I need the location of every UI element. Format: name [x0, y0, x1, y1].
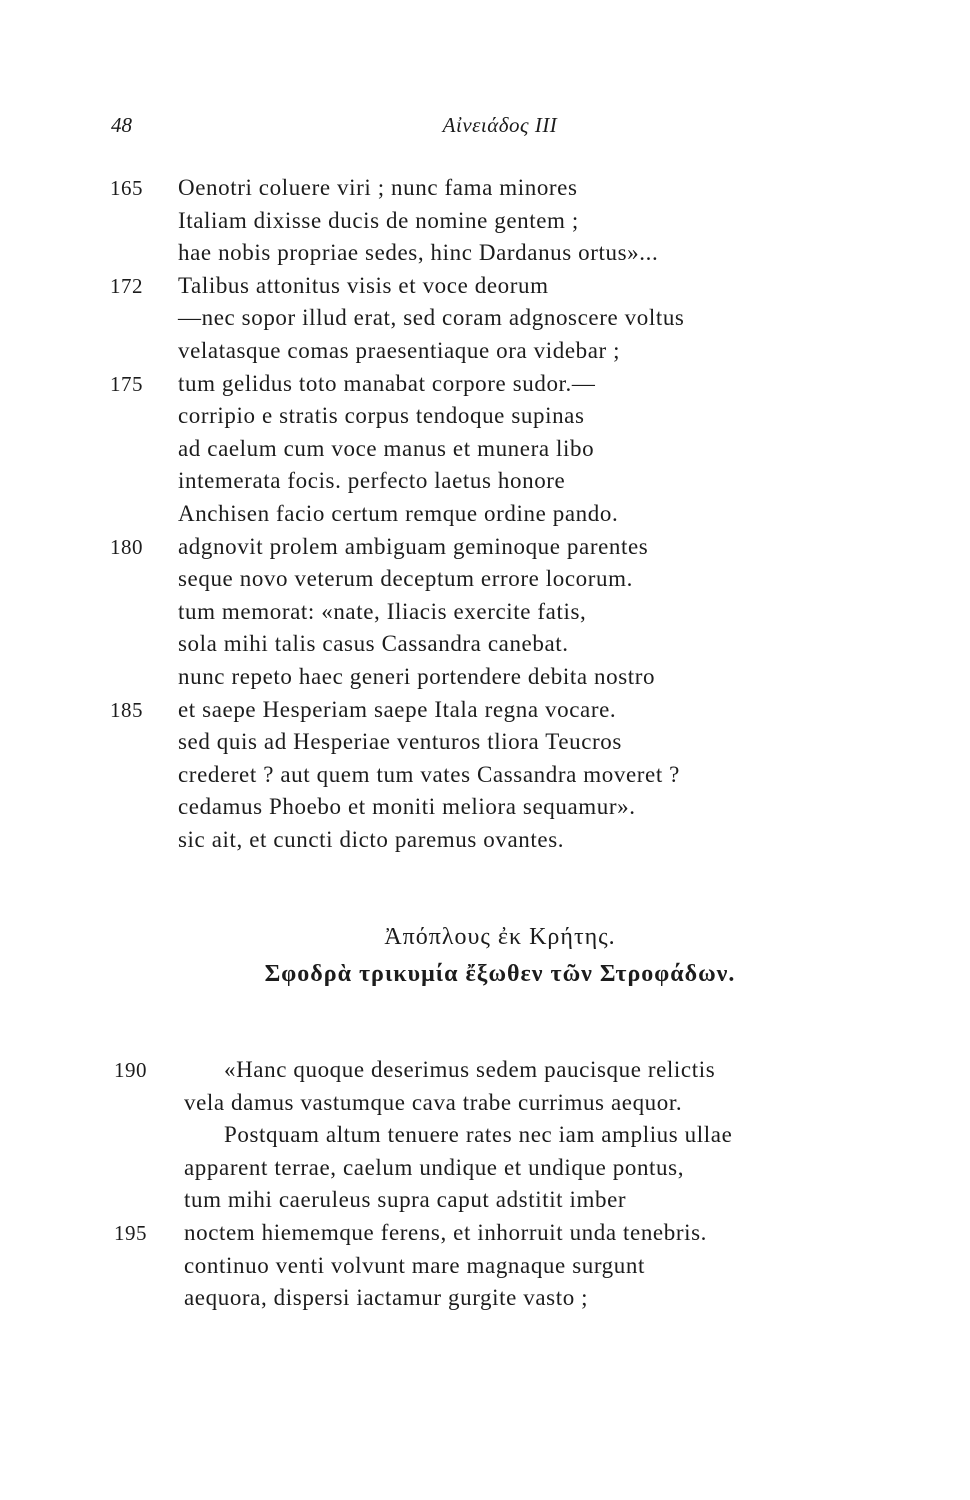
line-number: 180	[110, 534, 143, 559]
verse-line	[0, 465, 970, 498]
verse-line	[0, 498, 970, 531]
verse-text: noctem hiememque ferens, et inhorruit unda tenebris.	[184, 1219, 707, 1245]
line-number: 190	[114, 1058, 147, 1082]
verse-text: vela damus vastumque cava trabe currimus aequor.	[184, 1089, 683, 1115]
verse-block-1	[0, 172, 970, 856]
verse-text: aequora, dispersi iactamur gurgite vasto ;	[184, 1285, 589, 1311]
verse-text: sed quis ad Hesperiae venturos tliora Teucros	[178, 729, 622, 755]
verse-line	[0, 433, 970, 466]
verse-text: sola mihi talis casus Cassandra canebat.	[178, 631, 569, 657]
verse-text: tum gelidus toto manabat corpore sudor.—	[178, 370, 596, 396]
verse-line	[0, 661, 970, 694]
verse-text: seque novo veterum deceptum errore locorum.	[178, 566, 633, 592]
verse-text: sic ait, et cuncti dicto paremus ovantes.	[178, 826, 565, 852]
verse-text: Postquam altum tenuere rates nec iam amplius ullae	[224, 1122, 733, 1148]
verse-text: apparent terrae, caelum undique et undique pontus,	[184, 1154, 685, 1180]
verse-text: nunc repeto haec generi portendere debita nostro	[178, 663, 656, 689]
verse-line	[0, 596, 970, 629]
section-heading: Ἀπόπλους ἐκ Κρήτης.	[384, 924, 616, 950]
verse-text: corripio e stratis corpus tendoque supinas	[178, 403, 585, 429]
verse-text: velatasque comas praesentiaque ora videbar ;	[178, 337, 621, 363]
verse-text: —nec sopor illud erat, sed coram adgnoscere voltus	[178, 305, 685, 331]
verse-line	[0, 791, 970, 824]
verse-text: Oenotri coluere viri ; nunc fama minores	[178, 175, 578, 200]
verse-text: et saepe Hesperiam saepe Itala regna vocare.	[178, 696, 617, 722]
verse-line	[0, 1119, 970, 1152]
verse-line	[0, 205, 970, 238]
line-number: 172	[110, 273, 143, 298]
line-number: 175	[110, 371, 143, 396]
verse-text: Italiam dixisse ducis de nomine gentem ;	[178, 207, 579, 233]
verse-line	[0, 759, 970, 792]
verse-line	[0, 1282, 970, 1315]
verse-line	[0, 726, 970, 759]
verse-line	[0, 172, 970, 205]
line-number: 185	[110, 697, 143, 722]
verse-line	[0, 335, 970, 368]
verse-text: Talibus attonitus visis et voce deorum	[178, 272, 549, 298]
verse-line	[0, 824, 970, 857]
verse-line	[0, 400, 970, 433]
verse-line	[0, 368, 970, 401]
verse-line	[0, 1217, 970, 1250]
verse-text: crederet ? aut quem tum vates Cassandra moveret ?	[178, 761, 680, 787]
verse-line	[0, 270, 970, 303]
page-number: 48	[111, 113, 132, 137]
verse-block-2	[0, 1054, 970, 1315]
verse-text: ad caelum cum voce manus et munera libo	[178, 435, 595, 461]
running-head: Αἰνειάδος III	[442, 113, 558, 137]
verse-line	[0, 1250, 970, 1283]
verse-line	[0, 1054, 970, 1087]
line-number: 195	[114, 1220, 147, 1245]
verse-text: adgnovit prolem ambiguam geminoque parentes	[178, 533, 649, 559]
verse-text: cedamus Phoebo et moniti meliora sequamur».	[178, 794, 636, 820]
verse-line	[0, 1087, 970, 1120]
verse-line	[0, 237, 970, 270]
section-subheading: Σφοδρὰ τρικυμία ἔξωθεν τῶν Στροφάδων.	[264, 961, 736, 987]
verse-line	[0, 628, 970, 661]
verse-line	[0, 1152, 970, 1185]
verse-line	[0, 563, 970, 596]
verse-text: tum memorat: «nate, Iliacis exercite fatis,	[178, 598, 587, 624]
verse-line	[0, 302, 970, 335]
verse-line	[0, 531, 970, 564]
verse-line	[0, 694, 970, 727]
line-number: 165	[110, 176, 143, 200]
verse-line	[0, 1184, 970, 1217]
verse-text: continuo venti volvunt mare magnaque surgunt	[184, 1252, 645, 1278]
verse-text: «Hanc quoque deserimus sedem paucisque relictis	[224, 1057, 716, 1082]
verse-text: hae nobis propriae sedes, hinc Dardanus ortus»...	[178, 240, 659, 266]
verse-text: tum mihi caeruleus supra caput adstitit imber	[184, 1187, 627, 1213]
verse-text: intemerata focis. perfecto laetus honore	[178, 468, 566, 494]
verse-text: Anchisen facio certum remque ordine pando.	[178, 500, 619, 526]
